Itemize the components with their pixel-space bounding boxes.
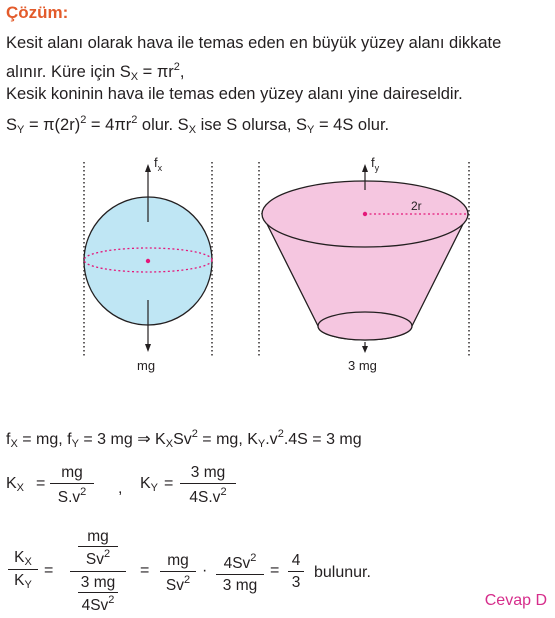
cone-weight-label: 3 mg xyxy=(348,358,377,373)
cone-diagram xyxy=(259,155,469,373)
sphere-weight-label: mg xyxy=(137,358,156,373)
force-up-arrow-icon xyxy=(145,164,151,172)
conclusion-text: bulunur. xyxy=(314,564,371,581)
sphere-diagram xyxy=(84,155,212,373)
sphere-center-dot xyxy=(146,259,150,263)
factor-1-fraction: mg Sv$^2$ xyxy=(160,552,196,595)
text-line-3: Kesik koninin hava ile temas eden yüzey alanı yine daireseldir. xyxy=(6,85,463,103)
text-line-4: $S_Y = \pi(2r)^2 = 4\pi r^2$ olur. $S_X$ ise S olursa, $S_Y = 4S$ olur. xyxy=(6,114,390,136)
text-line-1: Kesit alanı olarak hava ile temas eden en büyük yüzey alanı dikkate xyxy=(6,34,502,52)
kx-fraction: mg $S.v^2$ xyxy=(50,464,94,507)
frustum-center-dot xyxy=(363,212,367,216)
multiply-dot: · xyxy=(202,562,208,579)
result-fraction: 4 3 xyxy=(288,552,304,592)
force-up-arrow-icon xyxy=(362,164,368,172)
equals-sign: = xyxy=(140,562,150,579)
sphere-force-up-label: $f_x$ xyxy=(154,155,163,173)
text-line-2: alınır. Küre için $S_X = \pi r^2$, xyxy=(6,61,185,83)
answer-label: Cevap D xyxy=(484,592,547,609)
equals-sign: = xyxy=(164,475,174,492)
solution-heading: Çözüm: xyxy=(6,3,69,22)
compound-fraction: mg Sv$^2$ 3 mg 4Sv$^2$ xyxy=(70,528,126,615)
ky-fraction: 3 mg $4S.v^2$ xyxy=(180,464,236,507)
equals-sign: = xyxy=(270,562,280,579)
force-down-arrow-icon xyxy=(362,346,368,353)
equals-sign: = xyxy=(36,475,46,492)
factor-2-fraction: 4Sv$^2$ 3 mg xyxy=(216,552,264,595)
ky-symbol: $K_Y$ xyxy=(140,475,159,494)
figure-sphere-and-cone xyxy=(0,150,555,380)
radius-label: 2r xyxy=(411,199,422,213)
cone-force-up-label: $f_y$ xyxy=(371,155,380,173)
equals-sign: = xyxy=(44,562,54,579)
equation-line-1: $f_X$ = mg, $f_Y = 3$ mg ⇒ $K_XSv^2$ = mg, $K_Y.v^2.4S = 3$ mg xyxy=(6,428,362,450)
ratio-kx-ky: $K_X$ $K_Y$ xyxy=(8,549,38,591)
kx-symbol: $K_X$ xyxy=(6,475,25,494)
frustum-bottom-face xyxy=(318,312,412,340)
force-down-arrow-icon xyxy=(145,344,151,352)
separator-comma: , xyxy=(118,480,123,497)
